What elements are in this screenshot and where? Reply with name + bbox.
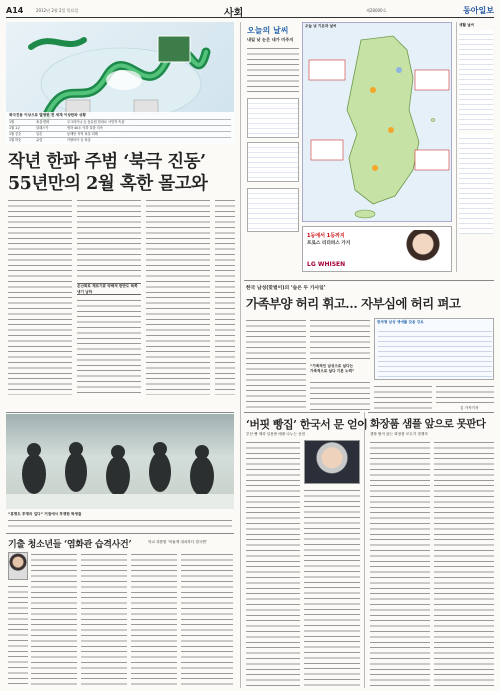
housework-kicker: 한국 남성(맞벌이)의 ‘숨은 두 가사일’	[246, 286, 326, 291]
housework-body-1	[246, 318, 306, 410]
lead-body-column-2	[77, 198, 141, 280]
youth-subhead: 학교 괴롭힘 ‘어둡게 대처하다 결국엔’	[148, 540, 207, 544]
arctic-row-region: 일본	[36, 132, 43, 136]
lead-body-column-4	[215, 198, 235, 395]
housework-quote	[310, 364, 370, 378]
bottom-vertical-divider	[240, 412, 241, 688]
arctic-row-date: 1월 하순	[9, 138, 22, 142]
housework-quote-2: 가족적으로 살다 기본 노력”	[310, 369, 355, 373]
housework-box-list	[378, 327, 492, 377]
housework-info-box	[374, 318, 494, 380]
arctic-row-region: 알래스카	[36, 126, 49, 130]
issue-date: 2012년 2월 2일 목요일	[36, 8, 79, 13]
arctic-row-desc: 우크라이나 등 동유럽 한파로 사망자 속출	[67, 120, 125, 124]
arctic-row-region: 유럽	[36, 138, 43, 142]
weather-right-table	[459, 30, 493, 130]
youth-body-5	[8, 584, 28, 686]
arctic-row-desc: 영하 40도 이하 혹한 지속	[67, 126, 103, 130]
weather-table-1	[247, 98, 299, 138]
weather-table-2	[247, 142, 299, 182]
arctic-graphic	[6, 22, 234, 144]
weather-right-column	[456, 22, 494, 272]
housework-body-4	[374, 384, 432, 410]
weather-text	[247, 46, 299, 92]
cosmetics-top-rule	[368, 412, 494, 413]
weather-title: 오늘의 날씨	[247, 25, 289, 35]
weather-section	[244, 22, 494, 277]
housework-headline: 가족부양 허리 휘고… 자부심에 허리 펴고	[246, 296, 461, 311]
youth-article-rule	[6, 533, 234, 534]
arctic-map-title: 북극진동 이상으로 발생한 전 세계 이상한파 상황	[9, 113, 86, 117]
protest-photo-illustration	[6, 414, 234, 509]
page-number: A14	[6, 6, 24, 15]
buffett-cosmetics-divider	[364, 412, 365, 688]
vertical-divider	[240, 22, 241, 412]
housework-body-2	[310, 318, 370, 362]
arctic-rows	[9, 119, 231, 143]
buffett-portrait	[304, 440, 360, 484]
weather-map	[302, 22, 452, 222]
arctic-row-date: 1월 중순	[9, 132, 22, 136]
weather-subtitle: 내일 낮 눈은 내가 미주지	[247, 37, 294, 42]
youth-body-4	[181, 552, 233, 686]
cosmetics-subhead: 샘플 팔지 않는 화장품 모두가 경쟁자	[370, 432, 428, 436]
buffett-top-rule	[244, 412, 360, 413]
lead-subhead: 온난화로 제트기류 약해져 한반도 북쪽 냉기 남하	[77, 284, 138, 294]
housework-byline: 김 가족기자	[460, 406, 479, 410]
youth-caption-text	[8, 518, 232, 529]
buffett-subhead: 부산 빵 제과 일용품 매출 나누는 상점	[246, 432, 305, 436]
korea-map-illustration	[303, 30, 453, 222]
weather-right-title: 생활 날씨	[459, 23, 475, 27]
arctic-row	[9, 137, 231, 143]
youth-headline: 기출 청소년들 ‘염화관 습격사건’	[8, 540, 132, 550]
youth-photo	[6, 414, 234, 509]
issue-number: 제28000호	[366, 8, 387, 13]
weather-right-table-2	[459, 134, 493, 234]
cosmetics-body-2	[434, 440, 494, 686]
housework-body-5	[436, 384, 494, 406]
arctic-row-date: 1월	[9, 120, 15, 124]
page-header	[6, 4, 494, 18]
cosmetics-headline: 화장품 샘플 앞으로 못판다	[370, 418, 486, 430]
arctic-row-desc: 동해안 지역 폭설 피해	[67, 132, 98, 136]
weather-ad	[302, 226, 452, 272]
youth-body-1	[31, 552, 77, 686]
ad-line-1: 1등에서 1등까지	[307, 233, 345, 239]
masthead-logo: 동아일보	[463, 5, 494, 15]
arctic-table	[6, 112, 234, 144]
weather-table-3	[247, 188, 299, 232]
cosmetics-body-1	[370, 440, 430, 686]
lead-body-column-1	[8, 198, 72, 395]
youth-portrait	[8, 552, 28, 580]
youth-top-rule	[6, 412, 234, 413]
housework-box-title: 한국형 남성 생애를 갖음 강요	[377, 320, 424, 324]
youth-body-3	[131, 552, 177, 686]
housework-body-3	[310, 380, 370, 410]
lead-headline-1: 작년 한파 주범 ‘북극 진동’	[8, 152, 206, 172]
lead-body-column-2b	[77, 298, 141, 395]
youth-photo-caption: “휴병도 투쟁의 길다” 거점에서 투쟁한 학생들	[8, 512, 82, 516]
lead-subhead-box	[77, 283, 141, 295]
section-title: 사회	[224, 8, 244, 19]
arctic-row-date: 1월 1주	[9, 126, 21, 130]
lead-headline-2: 55년만의 2월 혹한 몰고와	[8, 174, 208, 194]
ad-line-2: 프로스 리더퍼스 가지	[307, 241, 351, 246]
housework-top-rule	[244, 280, 494, 281]
youth-body-2	[81, 552, 127, 686]
weather-map-caption: 오늘 낮 기온과 날씨	[305, 24, 337, 28]
buffett-body-1	[246, 440, 300, 686]
ad-brand: LG WHISEN	[307, 261, 346, 268]
lead-body-column-3	[146, 198, 210, 395]
arctic-row-desc: 이탈리아 등 폭설	[67, 138, 91, 142]
buffett-body-2	[304, 488, 360, 686]
buffett-headline: ‘버핏 빵집’ 한국서 문 얻어	[246, 418, 368, 431]
arctic-row-region: 폭설·한파	[36, 120, 50, 124]
ad-portrait	[403, 230, 443, 270]
housework-quote-1: “가족적인 남성으로 살다는	[310, 364, 354, 368]
